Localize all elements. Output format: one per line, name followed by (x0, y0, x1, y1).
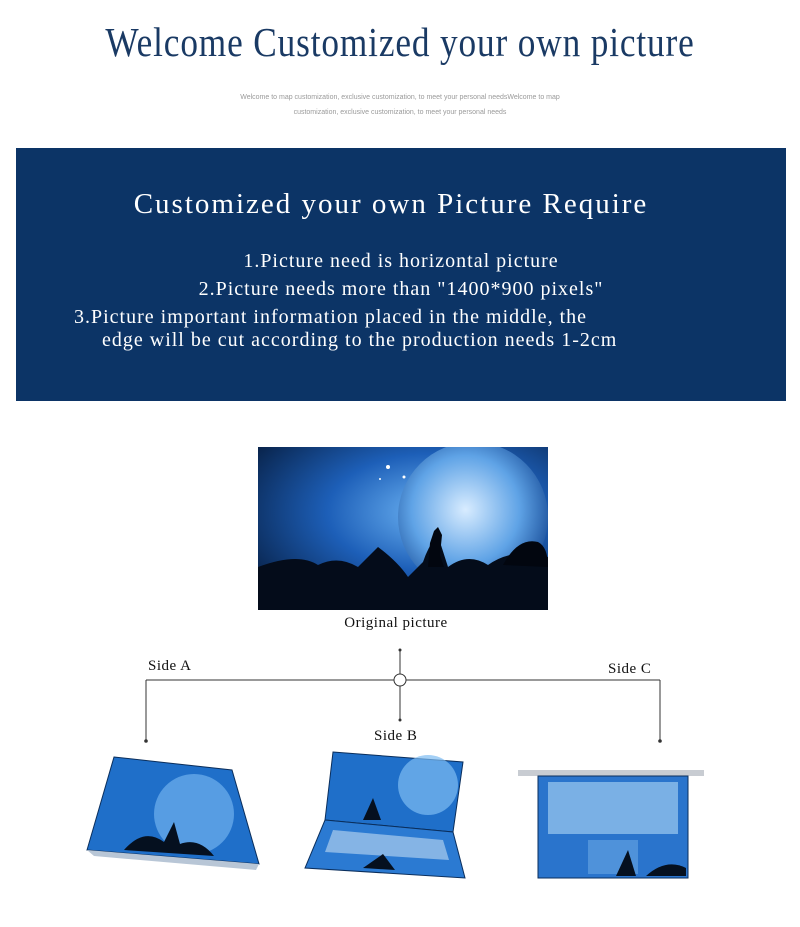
requirement-2: 2.Picture needs more than "1400*900 pixels" (198, 278, 604, 300)
banner-heading: Customized your own Picture Require (133, 188, 649, 220)
subtitle-line-2: customization, exclusive customization, to meet your personal needs (293, 109, 507, 116)
side-c-label: Side C (608, 661, 652, 677)
side-a-label: Side A (148, 658, 192, 674)
laptop-keyboard-icon (516, 768, 706, 880)
laptop-side-c (516, 768, 706, 885)
laptop-side-b (303, 750, 468, 890)
page-title: Welcome Customized your own picture (105, 19, 695, 65)
subtitle-line-1: Welcome to map customization, exclusive customization, to meet your personal needsWelcome to map (240, 94, 560, 101)
original-picture-caption: Original picture (344, 615, 448, 631)
laptop-lid-icon (84, 752, 264, 887)
requirement-1: 1.Picture need is horizontal picture (243, 250, 559, 272)
requirement-3-line-2: edge will be cut according to the production needs 1-2cm (102, 329, 618, 351)
laptop-open-icon (303, 750, 468, 885)
laptop-side-a (84, 752, 264, 892)
requirement-3-line-1: 3.Picture important information placed in the middle, the (74, 306, 587, 328)
side-b-label: Side B (374, 728, 418, 744)
